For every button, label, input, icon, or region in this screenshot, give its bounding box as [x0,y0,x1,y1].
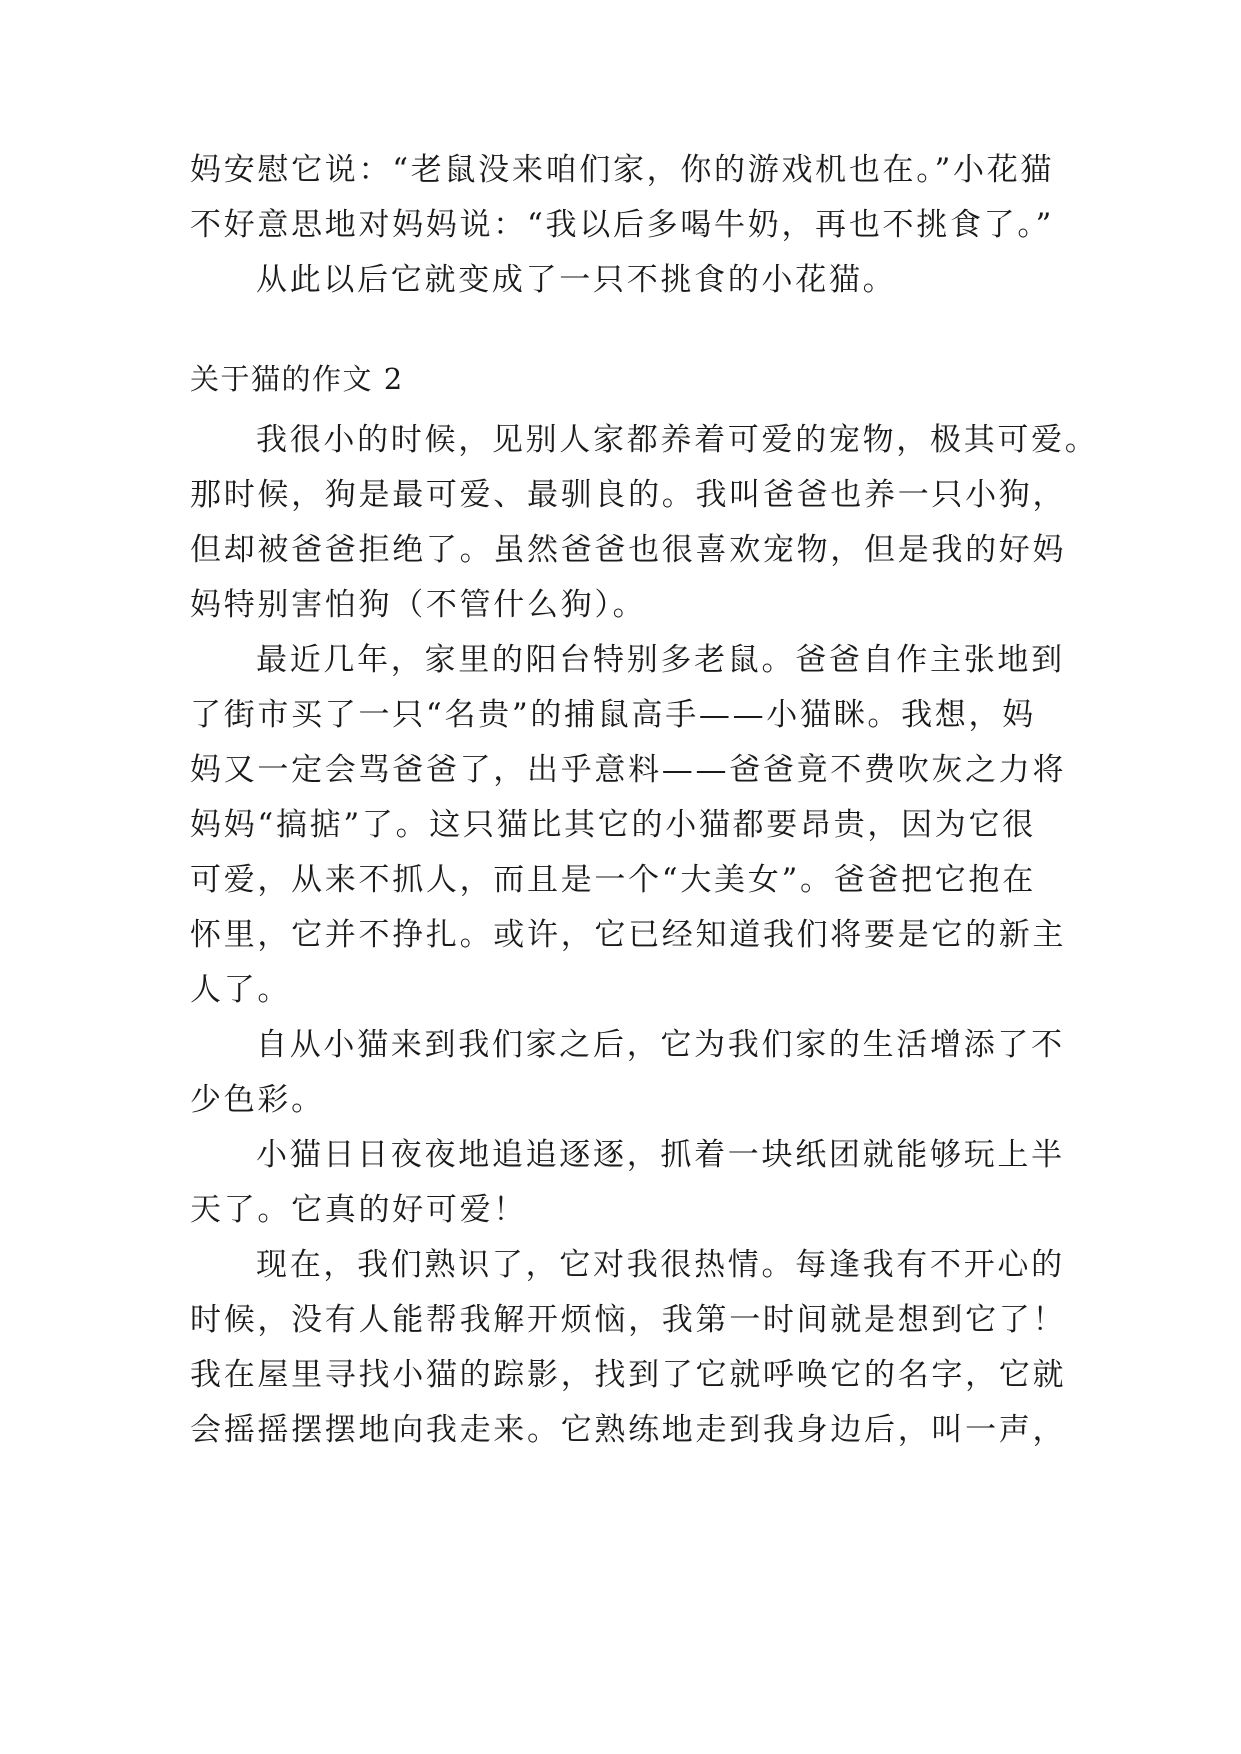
paragraph-start: 小猫日日夜夜地追追逐逐，抓着一块纸团就能够玩上半 [256,1137,1065,1173]
text-line: 妈妈“搞掂”了。这只猫比其它的小猫都要昂贵，因为它很 [190,807,1036,843]
paragraph-start: 现在，我们熟识了，它对我很热情。每逢我有不开心的 [256,1247,1065,1283]
text-line: 妈特别害怕狗（不管什么狗）。 [190,587,647,623]
text-line: 妈安慰它说：“老鼠没来咱们家，你的游戏机也在。”小花猫 [190,152,1055,188]
text-line: 了街市买了一只“名贵”的捕鼠高手——小猫眯。我想，妈 [190,697,1036,733]
text-line: 那时候，狗是最可爱、最驯良的。我叫爸爸也养一只小狗， [190,477,1067,513]
text-line: 人了。 [190,972,292,1008]
paragraph-start: 我很小的时候，见别人家都养着可爱的宠物，极其可爱。 [256,422,1099,458]
text-line: 天了。它真的好可爱！ [190,1192,527,1228]
text-line: 怀里，它并不挣扎。或许，它已经知道我们将要是它的新主 [190,917,1067,953]
text-line: 但却被爸爸拒绝了。虽然爸爸也很喜欢宠物，但是我的好妈 [190,532,1067,568]
paragraph-start: 最近几年，家里的阳台特别多老鼠。爸爸自作主张地到 [256,642,1065,678]
paragraph-start: 从此以后它就变成了一只不挑食的小花猫。 [256,262,897,298]
text-line: 妈又一定会骂爸爸了，出乎意料——爸爸竟不费吹灰之力将 [190,752,1067,788]
text-line: 我在屋里寻找小猫的踪影，找到了它就呼唤它的名字，它就 [190,1357,1067,1393]
paragraph-start: 自从小猫来到我们家之后，它为我们家的生活增添了不 [256,1027,1065,1063]
text-line: 会摇摇摆摆地向我走来。它熟练地走到我身边后，叫一声， [190,1412,1067,1448]
text-line: 可爱，从来不抓人，而且是一个“大美女”。爸爸把它抱在 [190,862,1036,898]
section-title: 关于猫的作文 2 [190,362,404,396]
text-line: 少色彩。 [190,1082,325,1118]
text-line: 时候，没有人能帮我解开烦恼，我第一时间就是想到它了！ [190,1302,1067,1338]
text-line: 不好意思地对妈妈说：“我以后多喝牛奶，再也不挑食了。” [190,207,1055,243]
